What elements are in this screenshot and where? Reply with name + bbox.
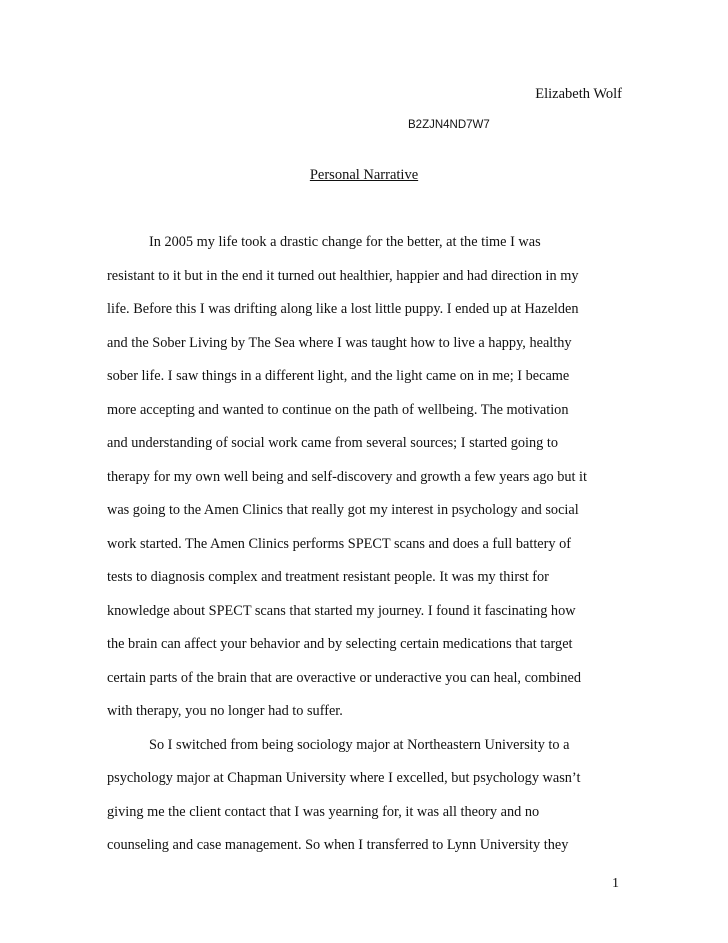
author-name: Elizabeth Wolf: [535, 86, 622, 102]
paragraph-line: tests to diagnosis complex and treatment resistant people. It was my thirst for: [107, 569, 549, 585]
page-number: 1: [612, 876, 619, 891]
paragraph-line: giving me the client contact that I was yearning for, it was all theory and no: [107, 803, 540, 820]
paragraph-line: In 2005 my life took a drastic change for the better, at the time I was: [149, 234, 541, 250]
paragraph-line: therapy for my own well being and self-discovery and growth a few years ago but it: [107, 468, 587, 485]
paragraph-line: was going to the Amen Clinics that really got my interest in psychology and social: [107, 502, 579, 518]
paragraph-line: with therapy, you no longer had to suffer.: [107, 703, 343, 719]
paragraph-line: more accepting and wanted to continue on the path of wellbeing. The motivation: [107, 401, 569, 418]
paragraph-line: knowledge about SPECT scans that started my journey. I found it fascinating how: [107, 602, 576, 619]
paragraph-line: and understanding of social work came from several sources; I started going to: [107, 435, 559, 451]
narrative-body: [107, 226, 627, 863]
paragraph-line: certain parts of the brain that are overactive or underactive you can heal, combined: [107, 669, 581, 686]
paragraph-line: and the Sober Living by The Sea where I was taught how to live a happy, healthy: [107, 334, 572, 351]
paragraph-line: resistant to it but in the end it turned out healthier, happier and had direction in my: [107, 267, 579, 284]
paragraph-line: So I switched from being sociology major at Northeastern University to a: [149, 736, 570, 753]
paragraph-line: counseling and case management. So when I transferred to Lynn University they: [107, 837, 569, 853]
paragraph-line: sober life. I saw things in a different light, and the light came on in me; I became: [107, 368, 570, 384]
paragraph-line: life. Before this I was drifting along like a lost little puppy. I ended up at Hazelden: [107, 301, 579, 317]
document-id-code: B2ZJN4ND7W7: [408, 119, 490, 131]
paragraph-line: work started. The Amen Clinics performs SPECT scans and does a full battery of: [107, 535, 572, 552]
document-title: Personal Narrative: [309, 167, 419, 183]
paragraph-line: psychology major at Chapman University where I excelled, but psychology wasn’t: [107, 770, 581, 786]
paragraph-line: the brain can affect your behavior and by selecting certain medications that target: [107, 636, 573, 652]
